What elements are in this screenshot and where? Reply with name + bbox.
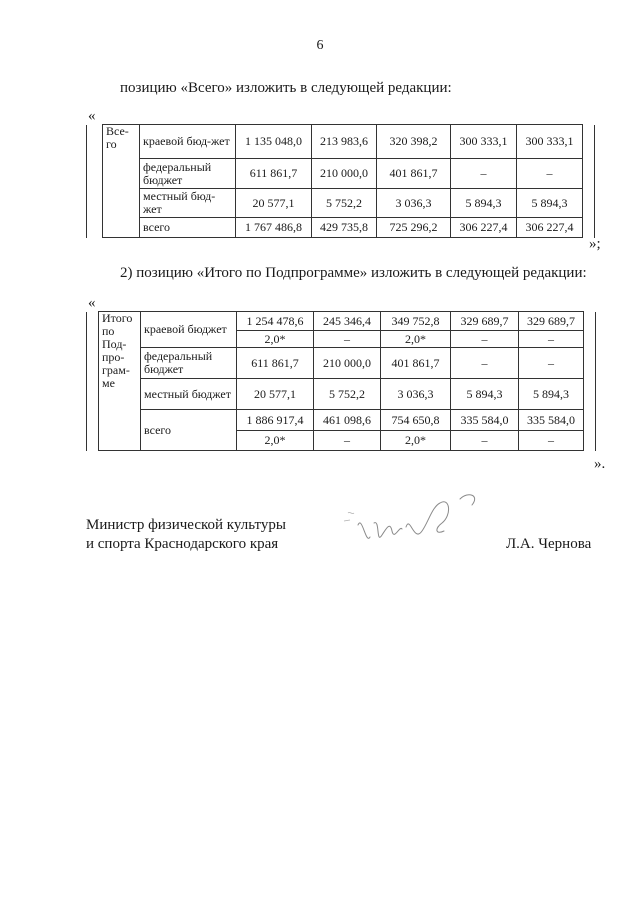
value-cell: 1 135 048,0 (236, 125, 312, 159)
paragraph-1: позицию «Всего» изложить в следующей редакции: (120, 80, 452, 96)
page-number: 6 (316, 38, 324, 53)
value-cell: 401 861,7 (381, 348, 451, 379)
value-cell: – (451, 159, 517, 189)
value-cell: 1 254 478,6 (237, 312, 314, 331)
value-cell: 5 894,3 (519, 379, 584, 410)
row-group-label: Итого по Под-про-грам-ме (99, 312, 141, 451)
value-cell: 329 689,7 (519, 312, 584, 331)
table-row (87, 348, 596, 379)
value-cell: 5 894,3 (451, 189, 517, 218)
value-cell: 429 735,8 (312, 218, 377, 238)
value-cell: 461 098,6 (314, 410, 381, 431)
budget-source-label: всего (141, 410, 237, 451)
value-cell: – (451, 348, 519, 379)
value-cell: 401 861,7 (377, 159, 451, 189)
value-cell: 335 584,0 (519, 410, 584, 431)
row-group-label: Все-го (103, 125, 140, 238)
value-cell: 306 227,4 (517, 218, 583, 238)
signatory-title-line-1: Министр физической культуры (86, 517, 286, 533)
value-cell: 1 767 486,8 (236, 218, 312, 238)
value-cell: 611 861,7 (237, 348, 314, 379)
value-cell: 210 000,0 (312, 159, 377, 189)
table-row (87, 125, 595, 159)
value-cell: 20 577,1 (237, 379, 314, 410)
budget-table-subprogram (86, 311, 596, 451)
value-cell: 5 894,3 (517, 189, 583, 218)
budget-source-label: краевой бюджет (141, 312, 237, 348)
value-cell: 754 650,8 (381, 410, 451, 431)
value-cell: 2,0* (237, 431, 314, 451)
value-cell: 2,0* (237, 331, 314, 348)
value-cell: 3 036,3 (377, 189, 451, 218)
value-cell: 611 861,7 (236, 159, 312, 189)
value-cell: – (451, 431, 519, 451)
value-cell: 300 333,1 (451, 125, 517, 159)
budget-table-total (86, 124, 595, 238)
value-cell: – (451, 331, 519, 348)
table-row (87, 312, 596, 331)
close-quote-2: ». (594, 456, 606, 472)
value-cell: 300 333,1 (517, 125, 583, 159)
value-cell: 245 346,4 (314, 312, 381, 331)
value-cell: – (519, 348, 584, 379)
value-cell: 2,0* (381, 331, 451, 348)
table-row (87, 189, 595, 218)
value-cell: – (519, 431, 584, 451)
value-cell: 213 983,6 (312, 125, 377, 159)
table-row (87, 159, 595, 189)
handwritten-signature (340, 485, 500, 565)
value-cell: – (517, 159, 583, 189)
value-cell: 335 584,0 (451, 410, 519, 431)
value-cell: 320 398,2 (377, 125, 451, 159)
open-quote-2: « (88, 295, 96, 311)
budget-source-label: местный бюд-жет (140, 189, 236, 218)
value-cell: 5 752,2 (314, 379, 381, 410)
value-cell: 349 752,8 (381, 312, 451, 331)
value-cell: 1 886 917,4 (237, 410, 314, 431)
value-cell: 5 894,3 (451, 379, 519, 410)
table-row (87, 379, 596, 410)
right-edge-cell (584, 312, 596, 451)
paragraph-2: 2) позицию «Итого по Подпрограмме» изложить в следующей редакции: (120, 265, 587, 281)
value-cell: 329 689,7 (451, 312, 519, 331)
left-edge-cell (87, 312, 99, 451)
value-cell: 2,0* (381, 431, 451, 451)
value-cell: – (314, 331, 381, 348)
value-cell: 306 227,4 (451, 218, 517, 238)
signatory-name: Л.А. Чернова (506, 536, 592, 552)
value-cell: 210 000,0 (314, 348, 381, 379)
table-row (87, 218, 595, 238)
right-edge-cell (583, 125, 595, 238)
value-cell: – (519, 331, 584, 348)
budget-source-label: федеральный бюджет (141, 348, 237, 379)
value-cell: 5 752,2 (312, 189, 377, 218)
budget-source-label: краевой бюд-жет (140, 125, 236, 159)
value-cell: 725 296,2 (377, 218, 451, 238)
table-row (87, 410, 596, 431)
open-quote-1: « (88, 108, 96, 124)
left-edge-cell (87, 125, 103, 238)
signatory-title-line-2: и спорта Краснодарского края (86, 536, 279, 552)
budget-source-label: федеральный бюджет (140, 159, 236, 189)
value-cell: 20 577,1 (236, 189, 312, 218)
value-cell: 3 036,3 (381, 379, 451, 410)
budget-source-label: местный бюджет (141, 379, 237, 410)
signatory-title (86, 516, 286, 554)
budget-source-label: всего (140, 218, 236, 238)
close-quote-1: »; (589, 236, 601, 252)
value-cell: – (314, 431, 381, 451)
